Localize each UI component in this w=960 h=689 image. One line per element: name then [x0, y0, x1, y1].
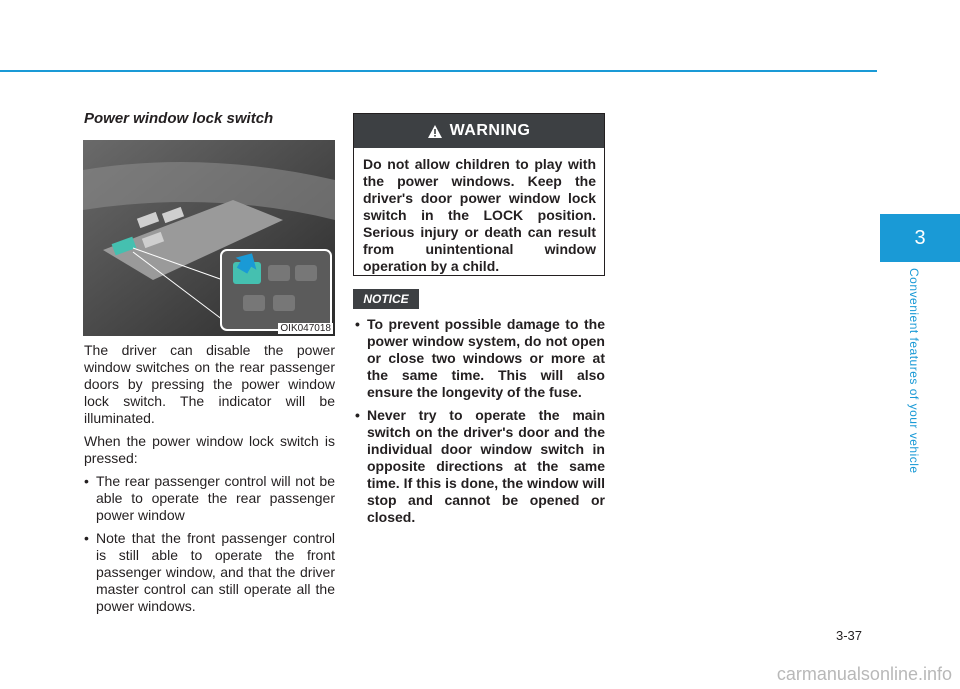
notice-badge: NOTICE	[353, 289, 419, 309]
section-title: Power window lock switch	[84, 110, 274, 127]
lock-effects-list	[84, 473, 335, 615]
list-item: • The rear passenger control will not be able to operate the rear passenger power window	[84, 473, 335, 524]
warning-triangle-icon	[428, 125, 442, 138]
warning-label: WARNING	[449, 122, 531, 139]
door-switch-figure	[83, 140, 335, 336]
pressed-intro: When the power window lock switch is pressed:	[84, 433, 335, 466]
figure-code: OIK047018	[280, 323, 331, 334]
list-item: • Never try to operate the main switch on the driver's door and the individual door window switch in opposite directions at the same time. If this is done, the window will stop and cannot be opened or closed.	[355, 407, 605, 526]
warning-text: Do not allow children to play with the power windows. Keep the driver's door power window lock switch in the LOCK position. Serious injury or death can result from unintentional window operation by a child.	[363, 156, 596, 274]
page-number: 3-37	[836, 628, 863, 643]
intro-paragraph: The driver can disable the power window switches on the rear passenger doors by pressing the power window lock switch. The indicator will be illuminated.	[84, 342, 335, 426]
list-item: • To prevent possible damage to the power window system, do not open or close two windows or more at the same time. This will also ensure the longevity of the fuse.	[355, 316, 605, 401]
chapter-number-tab: 3	[880, 214, 960, 262]
header-rule	[0, 70, 877, 72]
door-panel-illustration	[83, 140, 335, 336]
chapter-title: Convenient features of your vehicle	[907, 268, 921, 474]
warning-header	[354, 114, 604, 148]
notice-list	[355, 316, 605, 532]
left-column-text	[84, 342, 335, 621]
list-item: • Note that the front passenger control is still able to operate the front passenger window, and that the driver master control can still operate all the power windows.	[84, 530, 335, 615]
warning-box	[353, 113, 605, 276]
footer-watermark: carmanualsonline.info	[0, 659, 960, 689]
